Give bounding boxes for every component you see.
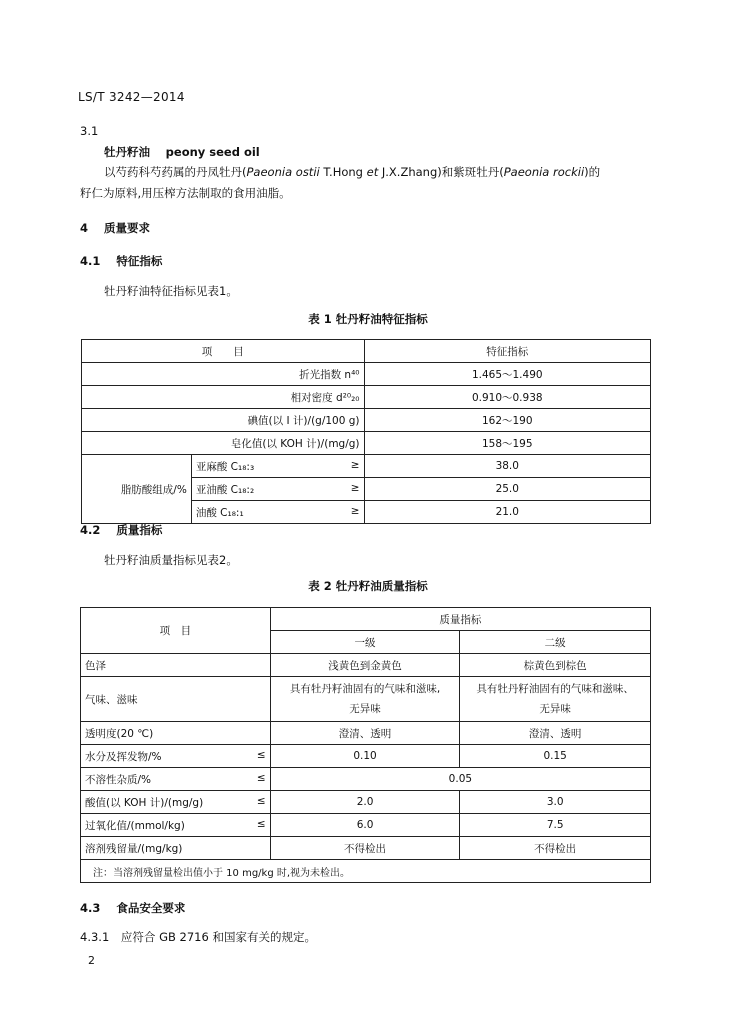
section-4-number: 4 (80, 221, 89, 235)
table-row (81, 860, 651, 883)
section-4-title: 质量要求 (104, 221, 151, 235)
def-text-b: T.Hong (319, 165, 367, 179)
section-4-3-1 (80, 926, 316, 948)
table-row (81, 654, 651, 677)
ge-symbol: ≥ (350, 458, 360, 471)
impurities-value: 0.05 (270, 768, 650, 791)
peroxide-grade-2: 7.5 (460, 814, 651, 837)
moisture-grade-1: 0.10 (270, 745, 460, 768)
table-row (82, 340, 651, 363)
odor-grade-2 (460, 677, 651, 722)
def-et: et (366, 165, 379, 179)
le-symbol: ≤ (256, 794, 266, 807)
table-row (81, 768, 651, 791)
impurities-label: 不溶性杂质/% (85, 773, 152, 786)
def-text-d: )的 (584, 165, 601, 179)
table-1-item: 相对密度 d²⁰₂₀ (82, 386, 365, 409)
table-2-head-item: 项 目 (81, 608, 271, 654)
grade-2-header: 二级 (460, 631, 651, 654)
color-grade-2: 棕黄色到棕色 (460, 654, 651, 677)
moisture-label: 水分及挥发物/% (85, 750, 162, 763)
section-4-2-text: 牡丹籽油质量指标见表2。 (104, 553, 238, 567)
row-label-clarity: 透明度(20 ℃) (81, 722, 271, 745)
term-definition-line1 (104, 161, 664, 183)
le-symbol: ≤ (256, 771, 266, 784)
table-1-head-value: 特征指标 (364, 340, 650, 363)
table-2-caption: 表 2 牡丹籽油质量指标 (308, 579, 428, 593)
standard-code: LS/T 3242—2014 (78, 90, 185, 104)
section-3-1-number: 3.1 (80, 124, 99, 138)
grade-1-header: 一级 (270, 631, 460, 654)
odor-g2-line2: 无异味 (539, 703, 571, 715)
table-1-value: 38.0 (364, 455, 650, 478)
table-1-item: 皂化值(以 KOH 计)/(mg/g) (82, 432, 365, 455)
term-en: peony seed oil (165, 145, 260, 159)
table-1-value: 158～195 (364, 432, 650, 455)
table-1-caption: 表 1 牡丹籽油特征指标 (308, 312, 428, 326)
table-row (82, 409, 651, 432)
clarity-grade-1: 澄清、透明 (270, 722, 460, 745)
table-1-value: 1.465～1.490 (364, 363, 650, 386)
color-grade-1: 浅黄色到金黄色 (270, 654, 460, 677)
ge-symbol: ≥ (350, 504, 360, 517)
table-row (81, 677, 651, 722)
section-4-3-title: 食品安全要求 (116, 901, 186, 915)
section-4-1-title: 特征指标 (116, 254, 163, 268)
fatty-acid-cell (191, 501, 364, 524)
fatty-acid-cell (191, 455, 364, 478)
table-row (81, 837, 651, 860)
odor-grade-1 (270, 677, 460, 722)
section-4-3-1-number: 4.3.1 (80, 930, 110, 944)
odor-g2-line1: 具有牡丹籽油固有的气味和滋味、 (476, 683, 634, 695)
table-row (82, 363, 651, 386)
le-symbol: ≤ (256, 748, 266, 761)
odor-g1-line1: 具有牡丹籽油固有的气味和滋味, (289, 683, 441, 695)
section-4-heading (80, 220, 150, 236)
section-4-1-heading (80, 253, 162, 269)
fatty-acid-cell (191, 478, 364, 501)
def-text-c: J.X.Zhang)和紫斑牡丹( (378, 165, 504, 179)
table-row (82, 432, 651, 455)
table-1 (81, 339, 651, 524)
table-row (82, 386, 651, 409)
ge-symbol: ≥ (350, 481, 360, 494)
acid-grade-1: 2.0 (270, 791, 460, 814)
acid-label: 酸值(以 KOH 计)/(mg/g) (85, 796, 204, 809)
table-row (81, 745, 651, 768)
row-label-peroxide (81, 814, 271, 837)
fatty-acid-name: 亚油酸 C₁₈:₂ (195, 483, 255, 496)
species-rockii: Paeonia rockii (503, 165, 585, 179)
table-row (81, 791, 651, 814)
le-symbol: ≤ (256, 817, 266, 830)
peroxide-label: 过氧化值/(mmol/kg) (85, 819, 185, 832)
row-label-moisture (81, 745, 271, 768)
acid-grade-2: 3.0 (460, 791, 651, 814)
table-1-item: 碘值(以 I 计)/(g/100 g) (82, 409, 365, 432)
table-2 (80, 607, 651, 883)
section-4-3-1-text: 应符合 GB 2716 和国家有关的规定。 (120, 930, 316, 944)
section-4-1-number: 4.1 (80, 254, 101, 268)
table-1-value: 25.0 (364, 478, 650, 501)
section-4-3-number: 4.3 (80, 901, 101, 915)
def-text-a: 以芍药科芍药属的丹凤牡丹( (104, 165, 247, 179)
section-4-2-heading (80, 522, 162, 538)
moisture-grade-2: 0.15 (460, 745, 651, 768)
section-4-2-title: 质量指标 (116, 523, 163, 537)
fatty-acid-name: 油酸 C₁₈:₁ (195, 506, 244, 519)
solvent-grade-1: 不得检出 (270, 837, 460, 860)
table-1-value: 0.910～0.938 (364, 386, 650, 409)
table-1-value: 21.0 (364, 501, 650, 524)
peroxide-grade-1: 6.0 (270, 814, 460, 837)
table-row (81, 608, 651, 631)
solvent-grade-2: 不得检出 (460, 837, 651, 860)
table-1-value: 162～190 (364, 409, 650, 432)
odor-g1-line2: 无异味 (349, 703, 381, 715)
row-label-color: 色泽 (81, 654, 271, 677)
table-2-head-quality: 质量指标 (270, 608, 650, 631)
row-label-impurities (81, 768, 271, 791)
term-definition-line2: 籽仁为原料,用压榨方法制取的食用油脂。 (80, 186, 291, 200)
species-ostii: Paeonia ostii (246, 165, 320, 179)
row-label-acid (81, 791, 271, 814)
table-2-note: 注：当溶剂残留量检出值小于 10 mg/kg 时,视为未检出。 (81, 860, 651, 883)
row-label-solvent: 溶剂残留量/(mg/kg) (81, 837, 271, 860)
table-row (82, 455, 651, 478)
page-number: 2 (88, 954, 95, 967)
table-row (81, 722, 651, 745)
section-4-2-number: 4.2 (80, 523, 101, 537)
table-1-item: 折光指数 n⁴⁰ (82, 363, 365, 386)
clarity-grade-2: 澄清、透明 (460, 722, 651, 745)
table-row (81, 814, 651, 837)
term-cn: 牡丹籽油 (104, 145, 150, 159)
table-1-head-item: 项 目 (82, 340, 365, 363)
fatty-acid-name: 亚麻酸 C₁₈:₃ (195, 460, 255, 473)
term-line (104, 141, 260, 163)
section-4-3-heading (80, 900, 185, 916)
row-label-odor: 气味、滋味 (81, 677, 271, 722)
fatty-acid-label: 脂肪酸组成/% (82, 455, 192, 524)
section-4-1-text: 牡丹籽油特征指标见表1。 (104, 284, 238, 298)
